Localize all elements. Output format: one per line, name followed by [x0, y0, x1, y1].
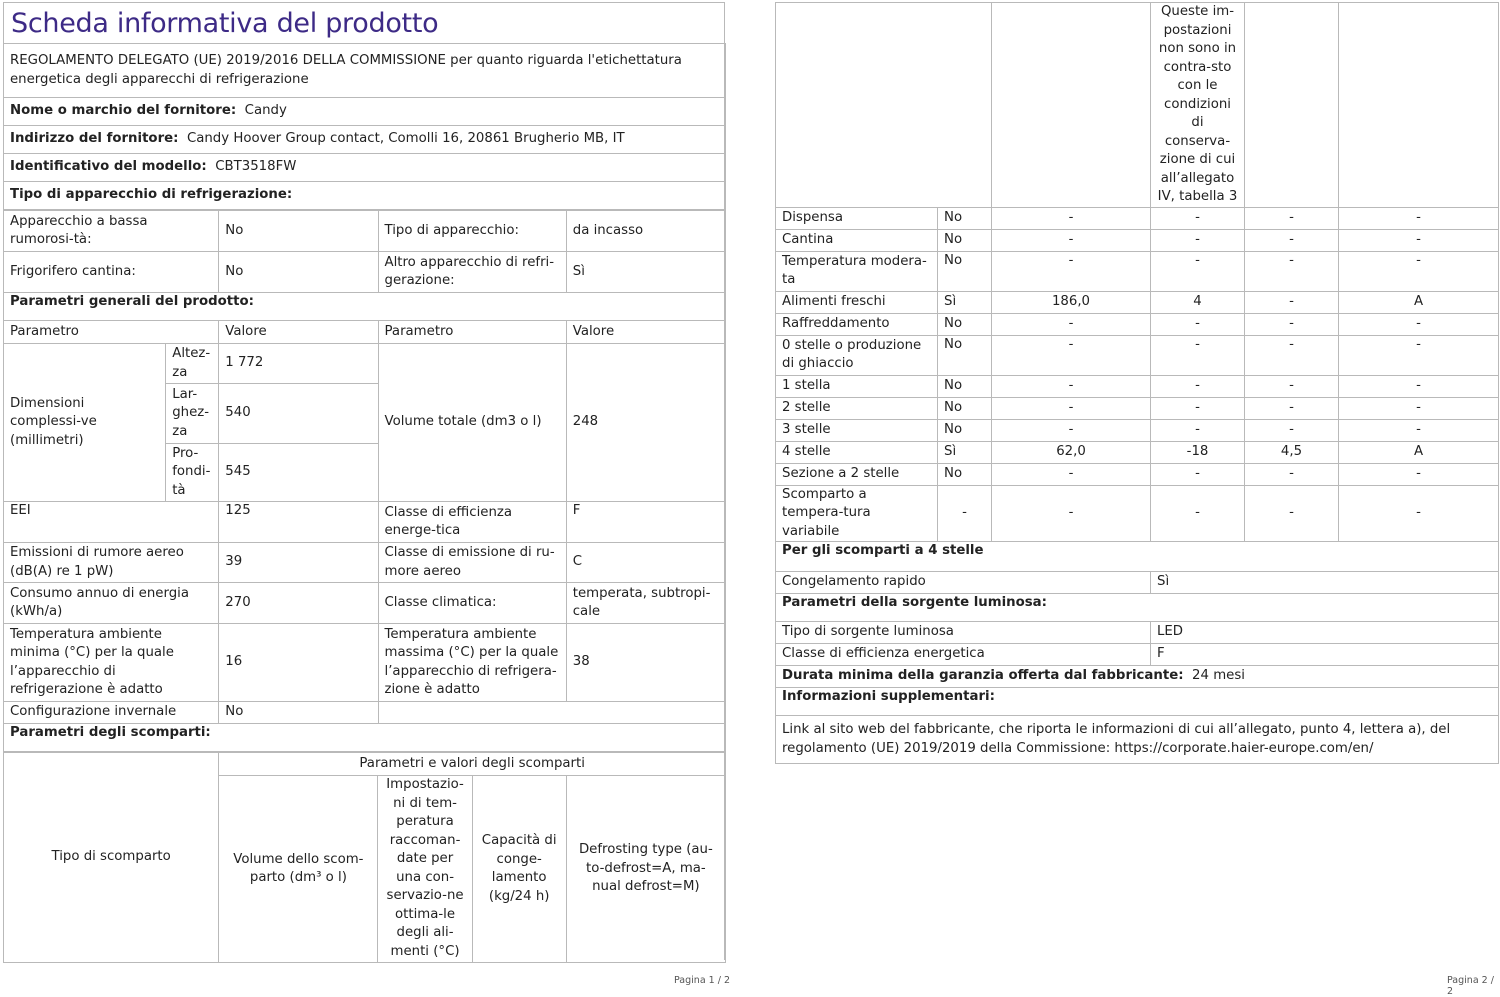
- compartment-volume: -: [992, 313, 1151, 335]
- noise-emission-value: 39: [219, 543, 378, 583]
- compartment-capacity: -: [1245, 229, 1339, 251]
- total-volume-label: Volume totale (dm3 o l): [378, 344, 566, 502]
- regulation-text: REGOLAMENTO DELEGATO (UE) 2019/2016 DELLA COMMISSIONE per quanto riguarda l'etichettatura energetica degli apparecchi di refrigerazione: [4, 44, 726, 98]
- compartment-name: Temperatura modera-ta: [776, 251, 938, 291]
- compartment-present: No: [938, 229, 992, 251]
- compartment-temp: -: [1151, 313, 1245, 335]
- compartment-capacity: -: [1245, 463, 1339, 485]
- compartment-capacity: -: [1245, 375, 1339, 397]
- appliance-type-heading: Tipo di apparecchio di refrigerazione:: [4, 182, 726, 210]
- compartment-name: Alimenti freschi: [776, 291, 938, 313]
- compartment-defrost: A: [1339, 291, 1499, 313]
- compartment-row: [776, 375, 1499, 397]
- compartment-temp: -: [1151, 375, 1245, 397]
- compartment-present: No: [938, 397, 992, 419]
- compartment-defrost: -: [1339, 375, 1499, 397]
- light-type-value: LED: [1151, 622, 1499, 644]
- device-type-value: da incasso: [566, 211, 725, 252]
- compartment-defrost: -: [1339, 419, 1499, 441]
- col-value-2: Valore: [566, 321, 725, 344]
- compartment-temp: -: [1151, 463, 1245, 485]
- climate-class-label: Classe climatica:: [378, 583, 566, 624]
- height-label: Altez-za: [166, 344, 219, 384]
- width-value: 540: [219, 384, 378, 444]
- compartment-present: -: [938, 485, 992, 542]
- compartment-row: [776, 441, 1499, 463]
- compartment-volume: -: [992, 485, 1151, 542]
- warranty-row: [776, 666, 1499, 688]
- compartment-volume: -: [992, 419, 1151, 441]
- compartment-name: 3 stelle: [776, 419, 938, 441]
- compartment-temp: -: [1151, 397, 1245, 419]
- light-class-value: F: [1151, 644, 1499, 666]
- eei-label: EEI: [4, 502, 219, 543]
- climate-class-value: temperata, subtropi-cale: [566, 583, 725, 624]
- compartment-volume: -: [992, 397, 1151, 419]
- comp-capacity-header: Capacità di conge-lamento (kg/24 h): [472, 776, 566, 963]
- compartment-volume: 186,0: [992, 291, 1151, 313]
- compartment-temp: -: [1151, 229, 1245, 251]
- compartment-volume: -: [992, 207, 1151, 229]
- compartment-name: 2 stelle: [776, 397, 938, 419]
- compartment-row: [776, 397, 1499, 419]
- compartment-row: [776, 229, 1499, 251]
- total-volume-value: 248: [566, 344, 725, 502]
- compartment-present: No: [938, 375, 992, 397]
- compartment-row: [776, 207, 1499, 229]
- supplier-value: Candy: [244, 103, 287, 119]
- compartment-capacity: -: [1245, 335, 1339, 375]
- wine-fridge-value: No: [219, 252, 378, 293]
- general-heading: Parametri generali del prodotto:: [4, 293, 726, 321]
- page-1-footer: Pagina 1 / 2: [674, 975, 730, 986]
- compartments-heading: Parametri degli scomparti:: [4, 724, 726, 752]
- wine-fridge-label: Frigorifero cantina:: [4, 252, 219, 293]
- width-label: Lar-ghez-za: [166, 384, 219, 444]
- compartment-capacity: -: [1245, 291, 1339, 313]
- warranty-label: Durata minima della garanzia offerta dal fabbricante:: [782, 668, 1184, 684]
- compartment-defrost: A: [1339, 441, 1499, 463]
- eei-value: 125: [219, 502, 378, 543]
- page-2-footer: Pagina 2 / 2: [1447, 975, 1494, 997]
- compartment-present: No: [938, 207, 992, 229]
- col-value-1: Valore: [219, 321, 378, 344]
- compartment-name: Dispensa: [776, 207, 938, 229]
- fast-freeze-value: Sì: [1151, 572, 1499, 594]
- height-value: 1 772: [219, 344, 378, 384]
- compartment-name: 0 stelle o produzione di ghiaccio: [776, 335, 938, 375]
- dimensions-label: Dimensioni complessi-ve (millimetri): [4, 344, 166, 502]
- general-params-table: [3, 210, 726, 752]
- compartment-row: [776, 463, 1499, 485]
- address-value: Candy Hoover Group contact, Comolli 16, 20861 Brugherio MB, IT: [186, 131, 625, 147]
- page-1: [3, 2, 726, 963]
- compartment-present: No: [938, 313, 992, 335]
- col-param-1: Parametro: [4, 321, 219, 344]
- winter-value: No: [219, 702, 378, 724]
- compartment-temp: -: [1151, 419, 1245, 441]
- compartment-volume: -: [992, 463, 1151, 485]
- winter-empty: [378, 702, 726, 724]
- comp-continued-empty-4: [1339, 3, 1499, 208]
- compartment-temp: -: [1151, 335, 1245, 375]
- compartment-volume: -: [992, 375, 1151, 397]
- noise-class-label: Classe di emissione di ru-more aereo: [378, 543, 566, 583]
- document-title: Scheda informativa del prodotto: [11, 8, 439, 39]
- energy-class-label: Classe di efficienza energe-tica: [378, 502, 566, 543]
- compartments-header-table: [3, 752, 726, 963]
- compartment-defrost: -: [1339, 463, 1499, 485]
- compartment-temp: -: [1151, 207, 1245, 229]
- comp-note-header: Queste im-postazioni non sono in contra-sto con le condizioni di conserva-zione di cui all’allegato IV, tabella 3: [1151, 3, 1245, 208]
- compartment-temp: -18: [1151, 441, 1245, 463]
- compartment-volume: -: [992, 251, 1151, 291]
- compartment-row: [776, 313, 1499, 335]
- depth-label: Pro-fondi-tà: [166, 444, 219, 502]
- compartments-table: [775, 2, 1499, 764]
- supplier-label: Nome o marchio del fornitore:: [10, 103, 237, 119]
- winter-label: Configurazione invernale: [4, 702, 219, 724]
- compartment-defrost: -: [1339, 313, 1499, 335]
- comp-continued-empty-3: [1245, 3, 1339, 208]
- compartment-row: [776, 485, 1499, 542]
- compartment-present: Sì: [938, 441, 992, 463]
- compartment-row: [776, 251, 1499, 291]
- model-value: CBT3518FW: [215, 159, 297, 175]
- compartment-capacity: -: [1245, 313, 1339, 335]
- address-label: Indirizzo del fornitore:: [10, 131, 179, 147]
- compartment-capacity: -: [1245, 485, 1339, 542]
- max-temp-value: 38: [566, 624, 725, 702]
- col-param-2: Parametro: [378, 321, 566, 344]
- compartment-defrost: -: [1339, 335, 1499, 375]
- compartment-defrost: -: [1339, 207, 1499, 229]
- compartment-present: No: [938, 419, 992, 441]
- compartment-row: [776, 335, 1499, 375]
- compartment-row: [776, 419, 1499, 441]
- noise-class-value: C: [566, 543, 725, 583]
- depth-value: 545: [219, 444, 378, 502]
- extra-text: Link al sito web del fabbricante, che riporta le informazioni di cui all’allegato, punto 4, lettera a), del regolamento (UE) 2019/2019 della Commissione: https://corporate.haier-europe.com/en/: [776, 716, 1499, 764]
- model-row: [4, 154, 726, 182]
- compartment-volume: -: [992, 335, 1151, 375]
- supplier-row: [4, 98, 726, 126]
- comp-continued-empty-1: [776, 3, 992, 208]
- low-noise-value: No: [219, 211, 378, 252]
- light-type-label: Tipo di sorgente luminosa: [776, 622, 1151, 644]
- max-temp-label: Temperatura ambiente massima (°C) per la quale l’apparecchio di refrigera-zione è adatto: [378, 624, 566, 702]
- compartment-volume: -: [992, 229, 1151, 251]
- address-row: [4, 126, 726, 154]
- compartment-name: 1 stella: [776, 375, 938, 397]
- comp-group-header: Parametri e valori degli scomparti: [219, 753, 726, 776]
- compartment-name: Cantina: [776, 229, 938, 251]
- comp-temp-header: Impostazio-ni di tem-peratura raccoman-date per una con-servazio-ne ottima-le degli ali-menti (°C): [378, 776, 472, 963]
- annual-energy-label: Consumo annuo di energia (kWh/a): [4, 583, 219, 624]
- compartment-defrost: -: [1339, 251, 1499, 291]
- light-heading: Parametri della sorgente luminosa:: [776, 594, 1499, 622]
- warranty-value: 24 mesi: [1192, 668, 1245, 684]
- compartment-capacity: -: [1245, 207, 1339, 229]
- compartment-capacity: -: [1245, 251, 1339, 291]
- fast-freeze-label: Congelamento rapido: [776, 572, 1151, 594]
- compartment-present: No: [938, 463, 992, 485]
- page-2: [775, 2, 1498, 764]
- compartment-row: [776, 291, 1499, 313]
- comp-type-header: Tipo di scomparto: [4, 753, 219, 963]
- other-refrig-label: Altro apparecchio di refri-gerazione:: [378, 252, 566, 293]
- other-refrig-value: Sì: [566, 252, 725, 293]
- compartment-name: Raffreddamento: [776, 313, 938, 335]
- four-star-heading: Per gli scomparti a 4 stelle: [776, 542, 1499, 572]
- compartment-defrost: -: [1339, 229, 1499, 251]
- compartment-present: Sì: [938, 291, 992, 313]
- compartment-temp: -: [1151, 485, 1245, 542]
- compartment-temp: -: [1151, 251, 1245, 291]
- light-class-label: Classe di efficienza energetica: [776, 644, 1151, 666]
- compartment-capacity: -: [1245, 419, 1339, 441]
- compartment-capacity: 4,5: [1245, 441, 1339, 463]
- annual-energy-value: 270: [219, 583, 378, 624]
- device-type-label: Tipo di apparecchio:: [378, 211, 566, 252]
- low-noise-label: Apparecchio a bassa rumorosi-tà:: [4, 211, 219, 252]
- compartment-present: No: [938, 251, 992, 291]
- comp-defrost-header: Defrosting type (au-to-defrost=A, ma-nual defrost=M): [566, 776, 725, 963]
- extra-heading: Informazioni supplementari:: [776, 688, 1499, 716]
- compartment-volume: 62,0: [992, 441, 1151, 463]
- energy-class-value: F: [566, 502, 725, 543]
- compartment-capacity: -: [1245, 397, 1339, 419]
- compartment-defrost: -: [1339, 485, 1499, 542]
- compartment-name: Scomparto a tempera-tura variabile: [776, 485, 938, 542]
- model-label: Identificativo del modello:: [10, 159, 207, 175]
- min-temp-value: 16: [219, 624, 378, 702]
- noise-emission-label: Emissioni di rumore aereo (dB(A) re 1 pW): [4, 543, 219, 583]
- compartment-name: Sezione a 2 stelle: [776, 463, 938, 485]
- comp-continued-empty-2: [992, 3, 1151, 208]
- compartment-defrost: -: [1339, 397, 1499, 419]
- product-table-top: [3, 43, 726, 210]
- compartment-name: 4 stelle: [776, 441, 938, 463]
- comp-volume-header: Volume dello scom-parto (dm³ o l): [219, 776, 378, 963]
- compartment-temp: 4: [1151, 291, 1245, 313]
- min-temp-label: Temperatura ambiente minima (°C) per la quale l’apparecchio di refrigerazione è adatto: [4, 624, 219, 702]
- compartment-present: No: [938, 335, 992, 375]
